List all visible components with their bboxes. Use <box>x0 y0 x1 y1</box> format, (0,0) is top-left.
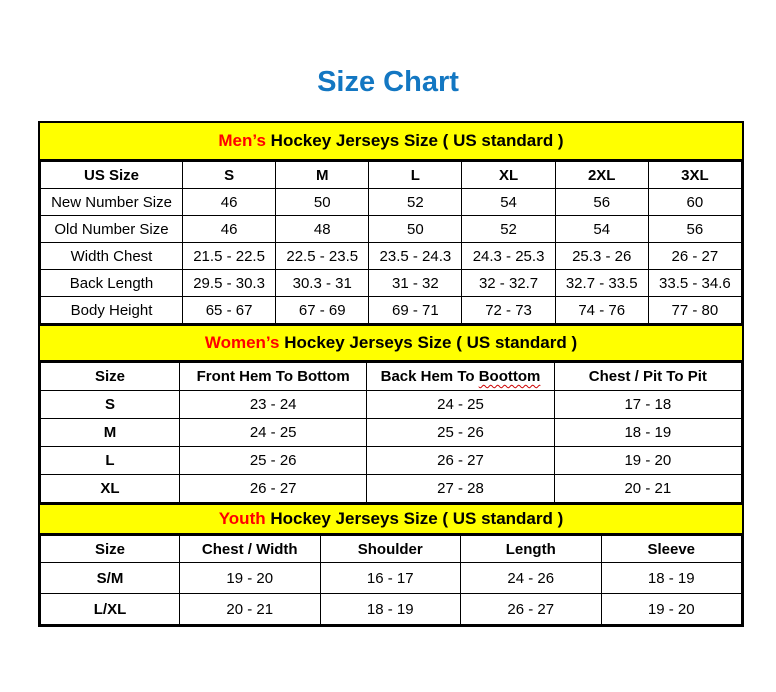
row-label: Body Height <box>41 297 183 324</box>
column-header: 3XL <box>648 162 741 189</box>
womens-header-row <box>41 363 742 391</box>
table-cell: 22.5 - 23.5 <box>276 243 369 270</box>
table-cell: 56 <box>648 216 741 243</box>
table-cell: 19 - 20 <box>180 563 321 594</box>
column-header: Front Hem To Bottom <box>180 363 367 391</box>
row-label: New Number Size <box>41 189 183 216</box>
table-cell: 56 <box>555 189 648 216</box>
column-header: Chest / Pit To Pit <box>554 363 741 391</box>
row-label: XL <box>41 475 180 503</box>
youth-section-header <box>40 503 742 535</box>
column-header: Shoulder <box>320 536 461 563</box>
table-cell: 21.5 - 22.5 <box>183 243 276 270</box>
table-cell: 52 <box>369 189 462 216</box>
table-cell: 26 - 27 <box>461 594 602 625</box>
table-cell: 46 <box>183 189 276 216</box>
table-cell: 33.5 - 34.6 <box>648 270 741 297</box>
table-cell: 24 - 25 <box>367 391 554 419</box>
youth-header-row <box>41 536 742 563</box>
table-cell: 50 <box>276 189 369 216</box>
table-cell: 31 - 32 <box>369 270 462 297</box>
row-label: Width Chest <box>41 243 183 270</box>
column-header: S <box>183 162 276 189</box>
row-label: Old Number Size <box>41 216 183 243</box>
table-cell: 27 - 28 <box>367 475 554 503</box>
table-cell: 20 - 21 <box>180 594 321 625</box>
table-row <box>41 189 742 216</box>
table-row <box>41 563 742 594</box>
table-cell: 52 <box>462 216 555 243</box>
table-cell: 46 <box>183 216 276 243</box>
table-cell: 18 - 19 <box>320 594 461 625</box>
womens-size-table <box>40 362 742 503</box>
table-cell: 24 - 26 <box>461 563 602 594</box>
table-cell: 24 - 25 <box>180 419 367 447</box>
table-cell: 26 - 27 <box>648 243 741 270</box>
table-cell: 19 - 20 <box>601 594 742 625</box>
row-label: L <box>41 447 180 475</box>
column-header: L <box>369 162 462 189</box>
table-cell: 25 - 26 <box>367 419 554 447</box>
column-header: 2XL <box>555 162 648 189</box>
table-cell: 67 - 69 <box>276 297 369 324</box>
table-cell: 54 <box>555 216 648 243</box>
table-cell: 54 <box>462 189 555 216</box>
table-cell: 69 - 71 <box>369 297 462 324</box>
column-header: Size <box>41 536 180 563</box>
table-cell: 19 - 20 <box>554 447 741 475</box>
column-header: XL <box>462 162 555 189</box>
row-label: S <box>41 391 180 419</box>
table-row <box>41 243 742 270</box>
table-cell: 32.7 - 33.5 <box>555 270 648 297</box>
table-cell: 48 <box>276 216 369 243</box>
table-cell: 17 - 18 <box>554 391 741 419</box>
table-row <box>41 391 742 419</box>
table-cell: 18 - 19 <box>601 563 742 594</box>
table-cell: 25 - 26 <box>180 447 367 475</box>
table-cell: 20 - 21 <box>554 475 741 503</box>
table-cell: 74 - 76 <box>555 297 648 324</box>
column-header: Size <box>41 363 180 391</box>
table-cell: 29.5 - 30.3 <box>183 270 276 297</box>
column-header <box>367 363 554 391</box>
mens-section-header-accent: Men’s <box>218 131 266 150</box>
column-header-text: Back Hem To <box>380 368 479 385</box>
table-cell: 16 - 17 <box>320 563 461 594</box>
table-row <box>41 270 742 297</box>
table-cell: 23.5 - 24.3 <box>369 243 462 270</box>
womens-section-header <box>40 324 742 362</box>
womens-section-header-text: Hockey Jerseys Size ( US standard ) <box>279 333 578 352</box>
mens-section-header-text: Hockey Jerseys Size ( US standard ) <box>265 131 564 150</box>
row-label: M <box>41 419 180 447</box>
table-cell: 26 - 27 <box>180 475 367 503</box>
table-cell: 65 - 67 <box>183 297 276 324</box>
table-cell: 18 - 19 <box>554 419 741 447</box>
table-row <box>41 419 742 447</box>
table-cell: 25.3 - 26 <box>555 243 648 270</box>
column-header: M <box>276 162 369 189</box>
youth-section-header-accent: Youth <box>218 509 266 528</box>
row-label: Back Length <box>41 270 183 297</box>
table-cell: 77 - 80 <box>648 297 741 324</box>
row-label: S/M <box>41 563 180 594</box>
table-cell: 26 - 27 <box>367 447 554 475</box>
mens-header-row <box>41 162 742 189</box>
table-cell: 32 - 32.7 <box>462 270 555 297</box>
size-chart <box>38 121 744 627</box>
mens-size-table <box>40 161 742 324</box>
table-cell: 60 <box>648 189 741 216</box>
column-header: Chest / Width <box>180 536 321 563</box>
page-title: Size Chart <box>317 66 459 98</box>
youth-section-header-text: Hockey Jerseys Size ( US standard ) <box>265 509 564 528</box>
column-header-misspelled-word: Boottom <box>478 368 541 385</box>
table-row <box>41 594 742 625</box>
table-row <box>41 475 742 503</box>
column-header: US Size <box>41 162 183 189</box>
table-row <box>41 447 742 475</box>
table-cell: 72 - 73 <box>462 297 555 324</box>
table-row <box>41 297 742 324</box>
column-header: Length <box>461 536 602 563</box>
table-cell: 50 <box>369 216 462 243</box>
table-cell: 23 - 24 <box>180 391 367 419</box>
table-cell: 24.3 - 25.3 <box>462 243 555 270</box>
row-label: L/XL <box>41 594 180 625</box>
youth-size-table <box>40 535 742 625</box>
column-header: Sleeve <box>601 536 742 563</box>
table-row <box>41 216 742 243</box>
womens-section-header-accent: Women’s <box>204 333 280 352</box>
mens-section-header <box>40 123 742 161</box>
table-cell: 30.3 - 31 <box>276 270 369 297</box>
